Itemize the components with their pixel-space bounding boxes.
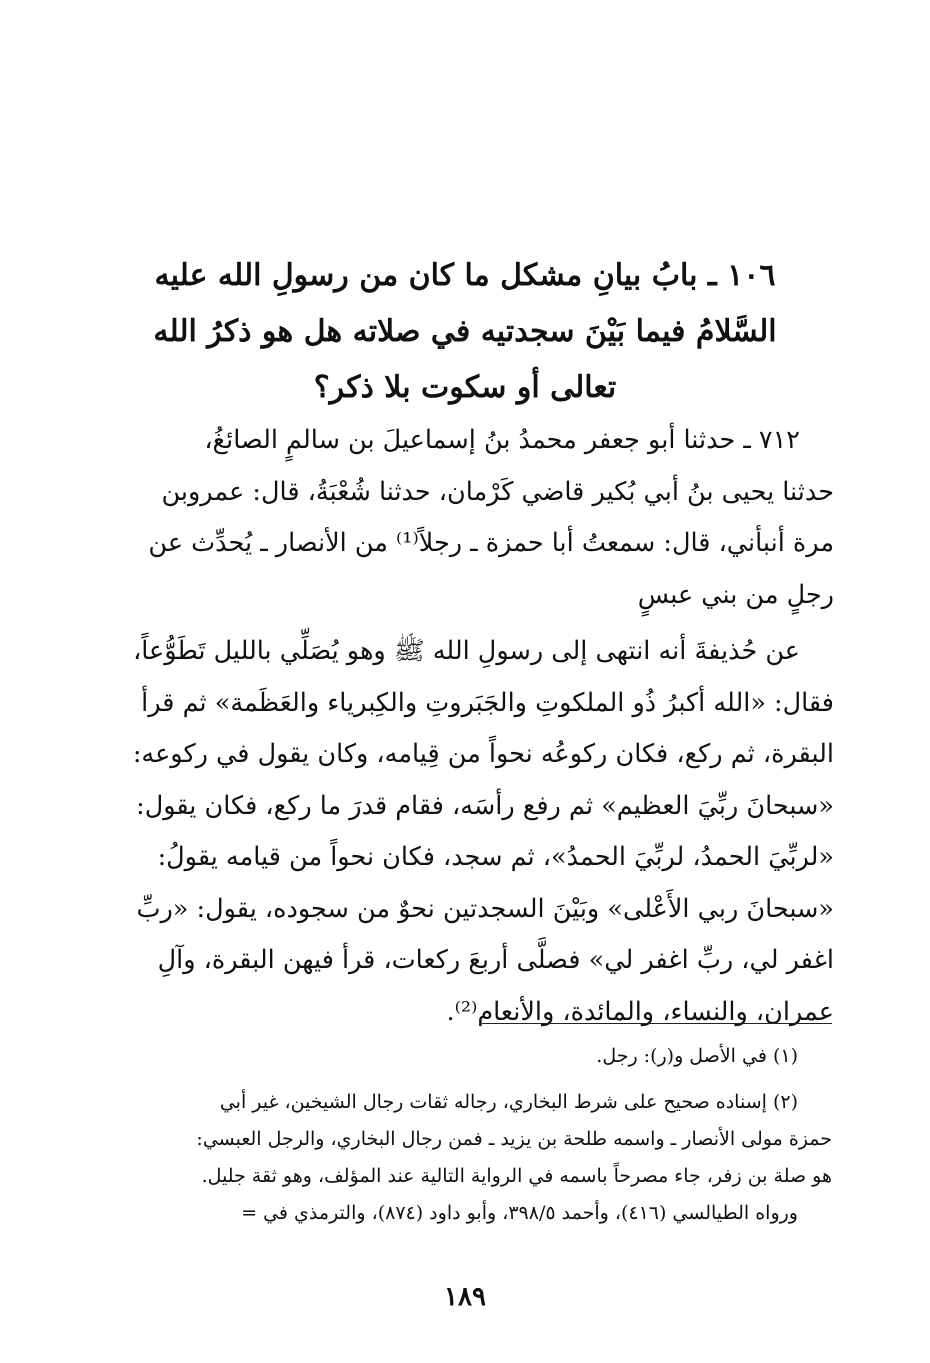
text-line: ٧١٢ ـ حدثنا أبو جعفر محمدُ بنُ إسماعيلَ بن سالمٍ الصائغُ،	[204, 425, 800, 455]
footnote-line: هو صلة بن زفر، جاء مصرحاً باسمه في الرواية التالية عند المؤلف، وهو ثقة جليل.	[201, 1165, 832, 1187]
text-line: البقرة، ثم ركع، فكان ركوعُه نحواً من قِيامه، وكان يقول في ركوعه:	[132, 739, 834, 769]
text-line: مرة أنبأني، قال: سمعتُ أبا حمزة ـ رجلاً⁽¹⁾ من الأنصار ـ يُحدِّث عن	[148, 528, 834, 558]
text-line: «سبحانَ ربِّيَ العظيم» ثم رفع رأسَه، فقام قدرَ ما ركع، فكان يقول:	[136, 790, 834, 821]
text-line: عن حُذيفةَ أنه انتهى إلى رسولِ الله ﷺ وهو يُصَلِّي بالليل تَطَوُّعاً،	[133, 636, 800, 666]
page-number: ١٨٩	[444, 1282, 486, 1312]
chapter-title-line: تعالى أو سكوت بلا ذكر؟	[313, 370, 617, 405]
footnote-1	[112, 1038, 832, 1075]
chapter-title-line: السَّلامُ فيما بَيْنَ سجدتيه في صلاته هل هو ذكرُ الله	[153, 314, 777, 349]
chapter-title	[140, 248, 790, 416]
footnote-2	[112, 1084, 832, 1232]
text-line: «لربِّيَ الحمدُ، لربِّيَ الحمدُ»، ثم سجد، فكان نحواً من قيامه يقولُ:	[157, 842, 834, 872]
text-line: رجلٍ من بني عبسٍ	[637, 579, 834, 610]
footnote-divider	[482, 1023, 832, 1024]
footnote-line: ورواه الطيالسي (٤١٦)، وأحمد ٣٩٨/٥، وأبو داود (٨٧٤)، والترمذي في =	[241, 1202, 798, 1224]
text-line: اغفر لي، ربِّ اغفر لي» فصلَّى أربعَ ركعات، قرأ فيهن البقرة، وآلِ	[157, 945, 834, 975]
chapter-title-line: ١٠٦ ـ بابُ بيانِ مشكل ما كان من رسولِ الله عليه	[154, 258, 776, 293]
footnote-line: (٢) إسناده صحيح على شرط البخاري، رجاله ثقات رجال الشيخين، غير أبي	[219, 1091, 798, 1113]
text-line: حدثنا يحيى بنُ أبي بُكير قاضي كَرْمان، حدثنا شُعْبَةُ، قال: عمروبن	[161, 476, 834, 507]
footnote-line: حمزة مولى الأنصار ـ واسمه طلحة بن يزيد ـ فمن رجال البخاري، والرجل العبسي:	[196, 1128, 832, 1150]
text-line: فقال: «الله أكبرُ ذُو الملكوتِ والجَبَروتِ والكِبرياء والعَظَمة» ثم قرأ	[141, 687, 834, 718]
text-line: عمران، والنساء، والمائدة، والأنعام⁽²⁾.	[446, 996, 834, 1027]
text-line: «سبحانَ ربي الأَعْلى» وبَيْنَ السجدتين نحوٌ من سجوده، يقول: «ربِّ	[136, 893, 834, 924]
hadith-isnad	[128, 415, 834, 621]
footnote-line: (١) في الأصل و(ر): رجل.	[596, 1045, 798, 1067]
hadith-matn	[128, 626, 834, 1038]
